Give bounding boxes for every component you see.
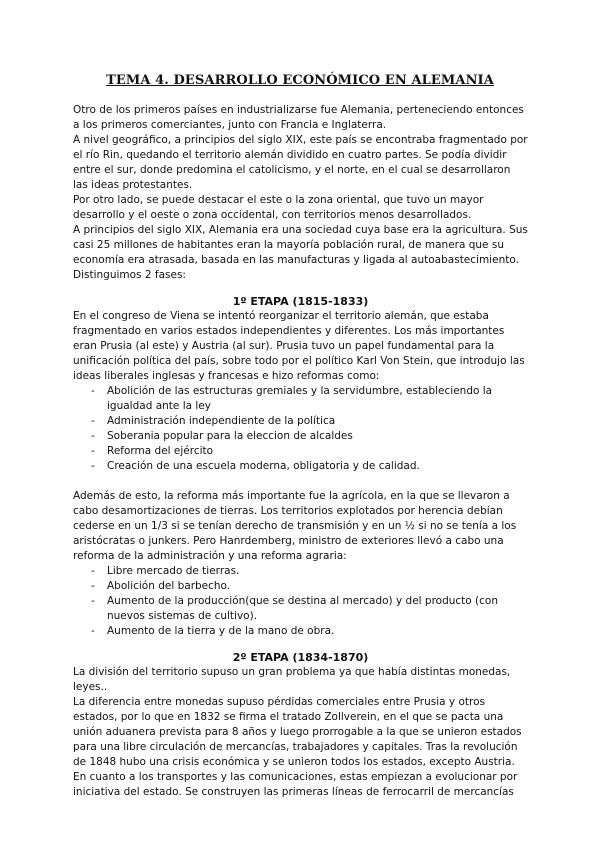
- paragraph-gap: [73, 474, 528, 489]
- etapa2-paragraph-3: En cuanto a los transportes y las comunicaciones, estas empiezan a evolucionar por iniciativa del estado. Se construyen las primeras líneas de ferrocarril de mercancías: [73, 771, 518, 798]
- etapa1-paragraph-1: En el congreso de Viena se intentó reorganizar el territorio alemán, que estaba fragmentado en varios estados independientes y diferentes. Los más importantes eran Prusia (al este) y Austria (al sur). Prusia tuvo un papel fundamental para la unificación política del país, sobre todo por el político Karl Von Stein, que introdujo las ideas liberales inglesas y francesas e hizo reformas como:: [73, 310, 525, 382]
- section-heading-etapa-2: 2º ETAPA (1834-1870): [232, 651, 369, 664]
- intro-paragraph-2: A nivel geográfico, a principios del siglo XIX, este país se encontraba fragmentado por el río Rin, quedando el territorio alemán dividido en cuatro partes. Se podía dividir entre el sur, donde predomina el catolicismo, y el norte, en el cual se desarrollaron las ideas protestantes.: [73, 134, 528, 191]
- list-item: - Aumento de la producción(que se destina al mercado) y del producto (con nuevos sistemas de cultivo).: [73, 594, 528, 624]
- intro-paragraph-1: Otro de los primeros países en industrializarse fue Alemania, perteneciendo entonces a los primeros comerciantes, junto con Francia e Inglaterra.: [73, 104, 524, 131]
- list-item: - Abolición del barbecho.: [73, 579, 528, 594]
- etapa2-paragraph-2: La diferencia entre monedas supuso pérdidas comerciales entre Prusia y otros estados, por lo que en 1832 se firma el tratado Zollverein, en el que se pacta una unión aduanera prevista para 8 años y luego prorrogable a la que se unieron estados para una libre circulación de mercancías, trabajadores y capitales. Tras la revolución de 1848 hubo una crisis económica y se unieron todos los estados, excepto Austria.: [73, 696, 522, 768]
- list-item: - Soberania popular para la eleccion de alcaldes: [73, 429, 528, 444]
- list-item: - Aumento de la tierra y de la mano de obra.: [73, 624, 528, 639]
- intro-paragraph-4: A principios del siglo XIX, Alemania era una sociedad cuya base era la agricultura. Sus casi 25 millones de habitantes eran la mayoría población rural, de manera que su economía era atrasada, basada en las manufacturas y ligada al autoabastecimiento. Distinguimos 2 fases:: [73, 224, 528, 281]
- document-body: [73, 103, 528, 800]
- list-item: - Libre mercado de tierras.: [73, 564, 528, 579]
- etapa2-paragraph-1: La división del territorio supuso un gran problema ya que había distintas monedas, leyes..: [73, 666, 511, 693]
- section-heading-etapa-1: 1º ETAPA (1815-1833): [232, 295, 369, 308]
- etapa1-paragraph-2: Además de esto, la reforma más importante fue la agrícola, en la que se llevaron a cabo desamortizaciones de tierras. Los territorios explotados por herencia debían cederse en un 1/3 si se tenían derecho de transmisión y en un ½ si no se tenía a los aristócratas o junkers. Pero Hanrdemberg, ministro de exteriores llevó a cabo una reforma de la administración y una reforma agraria:: [73, 490, 517, 562]
- list-item: - Administración independiente de la política: [73, 414, 528, 429]
- reform-list: [73, 384, 528, 474]
- list-item: - Abolición de las estructuras gremiales y la servidumbre, estableciendo la igualdad ante la ley: [73, 384, 528, 414]
- intro-paragraph-3: Por otro lado, se puede destacar el este o la zona oriental, que tuvo un mayor desarrollo y el oeste o zona occidental, con territorios menos desarrollados.: [73, 194, 484, 221]
- page-title: TEMA 4. DESARROLLO ECONÓMICO EN ALEMANIA: [106, 73, 494, 88]
- list-item: - Reforma del ejército: [73, 444, 528, 459]
- agrarian-reform-list: [73, 564, 528, 639]
- list-item: - Creación de una escuela moderna, obligatoria y de calidad.: [73, 459, 528, 474]
